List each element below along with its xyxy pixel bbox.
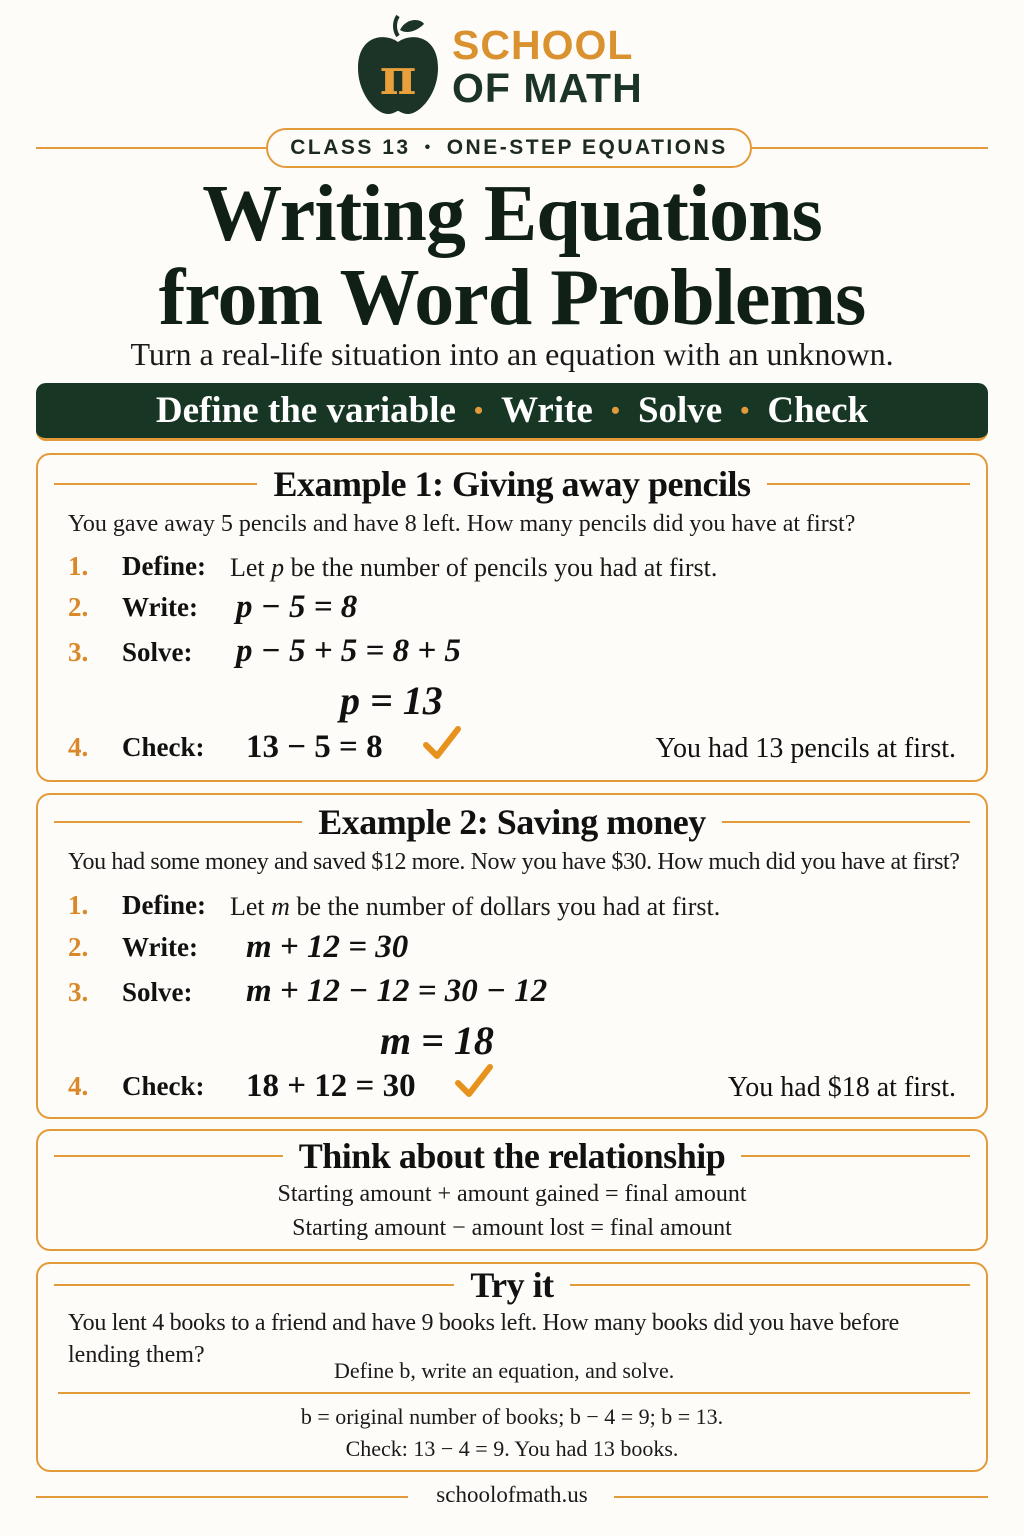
step-label-check: Check: (122, 1071, 205, 1101)
example1-write-equation: p − 5 = 8 (236, 589, 358, 625)
example2-heading: Example 2: Saving money (318, 802, 706, 842)
step-number: 3. (68, 977, 89, 1007)
example2-card (36, 793, 988, 1119)
step-number: 4. (68, 732, 89, 762)
example2-solve-equation: m + 12 − 12 = 30 − 12 (246, 973, 548, 1009)
page-title-line1: Writing Equations (202, 170, 822, 258)
example1-result: p = 13 (340, 678, 443, 723)
example1-header (38, 463, 986, 505)
try-it-header (38, 1264, 986, 1306)
step-label-define: Define: (122, 551, 206, 581)
step-number: 2. (68, 592, 89, 622)
relationship-card (36, 1129, 988, 1251)
class-separator: • (424, 139, 433, 156)
step-label-check: Check: (122, 732, 205, 762)
class-number: CLASS 13 (290, 136, 411, 159)
step-label-solve: Solve: (122, 977, 193, 1007)
step-label-write: Write: (122, 932, 198, 962)
try-it-card (36, 1262, 988, 1472)
checkmark-icon (454, 1063, 494, 1099)
step-number: 1. (68, 890, 89, 920)
example1-define-text: Let p be the number of pencils you had at first. (230, 553, 718, 582)
variable-p: p (271, 553, 285, 582)
example1-problem: You gave away 5 pencils and have 8 left. How many pencils did you have at first? (68, 511, 856, 537)
relationship-heading: Think about the relationship (298, 1136, 726, 1176)
example1-heading: Example 1: Giving away pencils (273, 464, 751, 504)
apple-logo-icon (354, 14, 442, 118)
example1-answer: You had 13 pencils at first. (655, 733, 956, 764)
class-topic: ONE-STEP EQUATIONS (446, 136, 728, 159)
try-it-heading: Try it (470, 1265, 554, 1305)
logo-wordmark (452, 24, 643, 110)
try-it-solution-line1: b = original number of books; b − 4 = 9; b = 13. (300, 1404, 724, 1429)
example2-result: m = 18 (380, 1018, 494, 1063)
try-it-divider (58, 1392, 970, 1394)
relationship-line2: Starting amount − amount lost = final amount (292, 1215, 732, 1241)
example1-check-equation: 13 − 5 = 8 (246, 729, 383, 765)
page-title-line2: from Word Problems (158, 254, 866, 342)
pi-symbol: π (379, 47, 417, 106)
example1-card (36, 453, 988, 782)
footer-url[interactable]: schoolofmath.us (436, 1482, 588, 1507)
logo-line2: OF MATH (452, 65, 643, 111)
try-it-problem-line2: lending them? (68, 1342, 205, 1368)
relationship-header (38, 1135, 986, 1177)
step-number: 1. (68, 551, 89, 581)
step-label-write: Write: (122, 592, 198, 622)
relationship-line1: Starting amount + amount gained = final amount (277, 1181, 747, 1207)
step-number: 4. (68, 1071, 89, 1101)
banner-step-define: Define the variable (155, 390, 456, 431)
banner-separator: • (740, 395, 750, 425)
example2-write-equation: m + 12 = 30 (246, 929, 409, 965)
step-number: 3. (68, 637, 89, 667)
example2-check-equation: 18 + 12 = 30 (246, 1068, 416, 1104)
banner-step-check: Check (767, 390, 869, 431)
banner-separator: • (473, 395, 484, 425)
try-it-instruction: Define b, write an equation, and solve. (334, 1358, 675, 1383)
class-label (266, 128, 752, 168)
try-it-solution-line2: Check: 13 − 4 = 9. You had 13 books. (345, 1436, 679, 1461)
steps-banner (36, 383, 988, 441)
try-it-problem-line1: You lent 4 books to a friend and have 9 books left. How many books did you have before (68, 1310, 899, 1336)
banner-step-write: Write (501, 390, 593, 431)
banner-separator: • (610, 395, 620, 425)
variable-m: m (271, 892, 290, 921)
logo-line1: SCHOOL (452, 22, 634, 68)
page-subtitle: Turn a real-life situation into an equation with an unknown. (130, 336, 894, 372)
step-number: 2. (68, 932, 89, 962)
banner-step-solve: Solve (637, 390, 723, 431)
divider-right (750, 147, 988, 149)
step-label-solve: Solve: (122, 637, 193, 667)
example2-define-text: Let m be the number of dollars you had at first. (230, 892, 721, 921)
example2-answer: You had $18 at first. (727, 1072, 956, 1103)
example2-header (38, 801, 986, 843)
step-label-define: Define: (122, 890, 206, 920)
example2-problem: You had some money and saved $12 more. Now you have $30. How much did you have at first? (68, 849, 960, 875)
example1-solve-equation: p − 5 + 5 = 8 + 5 (236, 633, 461, 669)
divider-left (36, 147, 268, 149)
checkmark-icon (422, 725, 462, 761)
